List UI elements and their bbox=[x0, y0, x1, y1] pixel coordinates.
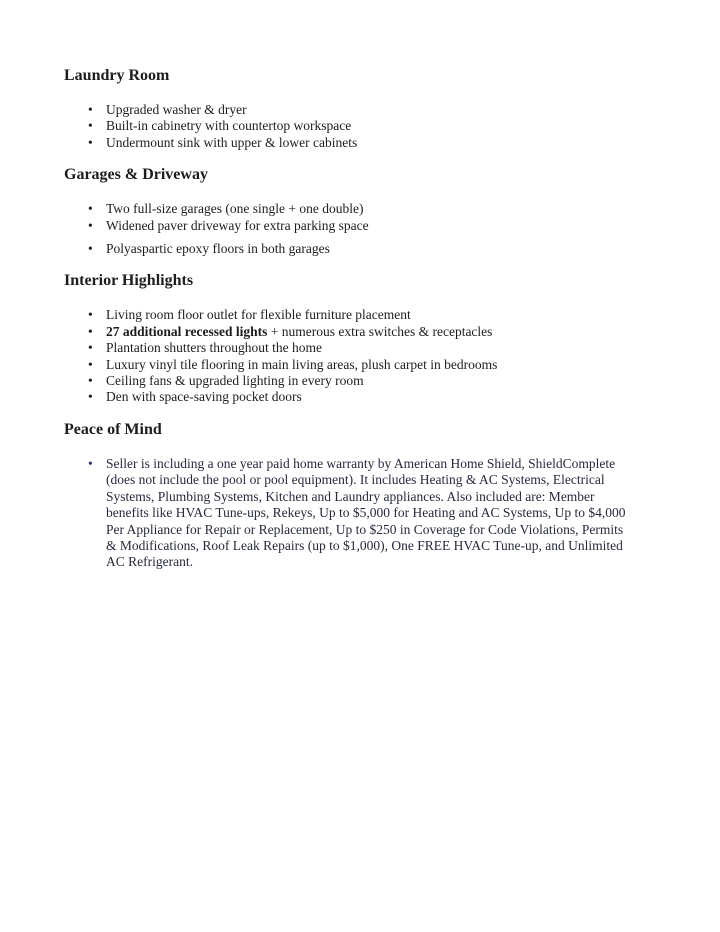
list-item bbox=[0, 118, 656, 134]
paragraph-line: (does not include the pool or pool equipment). It includes Heating & AC Systems, Electrical bbox=[106, 472, 605, 488]
bullet-text: Plantation shutters throughout the home bbox=[106, 340, 322, 356]
bullet-text: Ceiling fans & upgraded lighting in every room bbox=[106, 373, 364, 389]
bullet-dot-icon: • bbox=[88, 201, 93, 217]
bullet-dot-icon: • bbox=[88, 118, 93, 134]
paragraph-line: AC Refrigerant. bbox=[106, 554, 193, 570]
list-item bbox=[0, 218, 656, 234]
bullet-dot-icon: • bbox=[88, 356, 93, 372]
section-heading-garages-driveway: Garages & Driveway bbox=[64, 166, 208, 184]
bullet-dot-icon: • bbox=[88, 323, 93, 339]
bullet-dot-icon: • bbox=[88, 217, 93, 233]
list-item bbox=[0, 201, 656, 217]
bullet-list bbox=[0, 307, 720, 405]
bullet-list bbox=[0, 102, 720, 151]
paragraph-line: benefits like HVAC Tune-ups, Rekeys, Up to $5,000 for Heating and AC Systems, Up to $4,000 bbox=[106, 505, 626, 521]
bullet-text: Built-in cabinetry with countertop workspace bbox=[106, 118, 352, 134]
bullet-text: Living room floor outlet for flexible furniture placement bbox=[106, 307, 411, 323]
bullet-text-rest: + numerous extra switches & receptacles bbox=[267, 323, 493, 339]
bullet-text: Widened paver driveway for extra parking space bbox=[106, 217, 369, 233]
bullet-dot-icon: • bbox=[88, 373, 93, 389]
list-item bbox=[0, 340, 656, 356]
bullet-list bbox=[0, 201, 720, 257]
paragraph-line: Systems, Plumbing Systems, Kitchen and Laundry appliances. Also included are: Member bbox=[106, 488, 595, 504]
bullet-list bbox=[0, 456, 720, 571]
bullet-dot-icon: • bbox=[88, 134, 93, 150]
list-item bbox=[0, 102, 656, 118]
section-garages-driveway bbox=[0, 165, 720, 257]
list-item bbox=[0, 373, 656, 389]
section-heading-laundry-room: Laundry Room bbox=[64, 67, 170, 84]
bullet-text: Undermount sink with upper & lower cabinets bbox=[106, 134, 358, 150]
section-peace-of-mind bbox=[0, 420, 720, 571]
bullet-text: Upgraded washer & dryer bbox=[106, 102, 247, 117]
bullet-text: Luxury vinyl tile flooring in main living areas, plush carpet in bedrooms bbox=[106, 356, 498, 372]
paragraph-line: Seller is including a one year paid home warranty by American Home Shield, ShieldComplete bbox=[106, 455, 616, 471]
section-heading-peace-of-mind: Peace of Mind bbox=[64, 420, 162, 438]
list-item bbox=[0, 241, 656, 257]
list-item bbox=[0, 324, 656, 340]
list-item-warranty-paragraph bbox=[0, 456, 656, 571]
list-item bbox=[0, 389, 656, 405]
bullet-dot-icon: • bbox=[88, 307, 93, 323]
bullet-text: Polyaspartic epoxy floors in both garages bbox=[106, 241, 330, 257]
section-laundry-room bbox=[0, 66, 720, 151]
bullet-dot-icon: • bbox=[88, 389, 93, 405]
warranty-paragraph bbox=[106, 456, 626, 571]
bullet-text bbox=[106, 324, 492, 340]
bullet-text: Den with space-saving pocket doors bbox=[106, 389, 302, 405]
bullet-dot-icon: • bbox=[88, 455, 93, 471]
section-heading-interior-highlights: Interior Highlights bbox=[64, 272, 194, 290]
list-item bbox=[0, 135, 656, 151]
paragraph-line: & Modifications, Roof Leak Repairs (up to $1,000), One FREE HVAC Tune-up, and Unlimited bbox=[106, 537, 623, 553]
section-interior-highlights bbox=[0, 271, 720, 405]
bullet-dot-icon: • bbox=[88, 241, 93, 257]
list-item bbox=[0, 307, 656, 323]
bullet-dot-icon: • bbox=[88, 102, 93, 117]
bullet-text-bold: 27 additional recessed lights bbox=[106, 323, 268, 339]
bullet-text: Two full-size garages (one single + one double) bbox=[106, 201, 364, 217]
list-item bbox=[0, 357, 656, 373]
bullet-dot-icon: • bbox=[88, 340, 93, 356]
paragraph-line: Per Appliance for Repair or Replacement, Up to $250 in Coverage for Code Violations, Permits bbox=[106, 521, 624, 537]
